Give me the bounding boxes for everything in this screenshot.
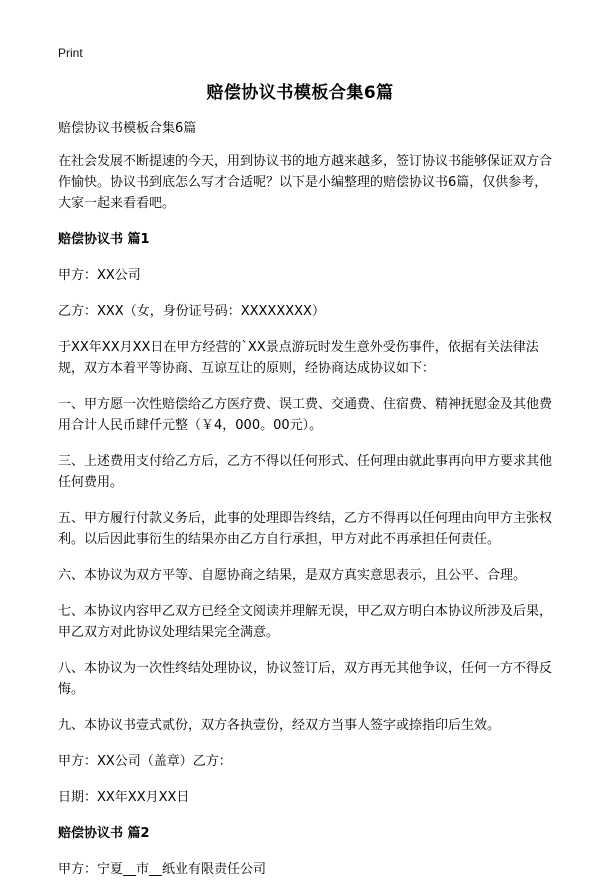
- document-subtitle: 赔偿协议书模板合集6篇: [58, 121, 197, 136]
- print-label: Print: [58, 46, 83, 60]
- section-heading-2: 赔偿协议书 篇2: [58, 826, 150, 841]
- clause-paragraph: 一、甲方愿一次性赔偿给乙方医疗费、误工费、交通费、住宿费、精神抚慰金及其他费用合计人民币肆仟元整（￥4，000。00元）。: [58, 397, 553, 433]
- clause-paragraph: 六、本协议为双方平等、自愿协商之结果，是双方真实意思表示，且公平、合理。: [58, 568, 527, 583]
- clause-paragraph: 九、本协议书壹式贰份，双方各执壹份，经双方当事人签字或捺指印后生效。: [58, 718, 501, 733]
- section-heading-1: 赔偿协议书 篇1: [58, 232, 150, 247]
- party-a-line: 甲方：宁夏__市__纸业有限责任公司: [58, 862, 267, 877]
- date-line: 日期：XX年XX月XX日: [58, 790, 190, 805]
- party-a-line: 甲方：XX公司: [58, 268, 141, 283]
- document-body: [58, 118, 552, 895]
- preamble-paragraph: 于XX年XX月XX日在甲方经营的`XX景点游玩时发生意外受伤事件，依据有关法律法规，双方本着平等协商、互谅互让的原则，经协商达成协议如下：: [58, 340, 539, 376]
- signature-line: 甲方：XX公司（盖章）乙方：: [58, 754, 232, 769]
- clause-paragraph: 八、本协议为一次性终结处理协议，协议签订后，双方再无其他争议，任何一方不得反悔。: [58, 661, 553, 697]
- party-b-line: 乙方：XXX（女，身份证号码：XXXXXXXX）: [58, 304, 325, 319]
- clause-paragraph: 七、本协议内容甲乙双方已经全文阅读并理解无误，甲乙双方明白本协议所涉及后果，甲乙双方对此协议处理结果完全满意。: [58, 604, 553, 640]
- clause-paragraph: 三、上述费用支付给乙方后，乙方不得以任何形式、任何理由就此事再向甲方要求其他任何费用。: [58, 454, 553, 490]
- document-title: 赔偿协议书模板合集6篇: [206, 83, 394, 103]
- clause-paragraph: 五、甲方履行付款义务后，此事的处理即告终结，乙方不得再以任何理由向甲方主张权利。以后因此事衍生的结果亦由乙方自行承担，甲方对此不再承担任何责任。: [58, 511, 553, 547]
- intro-paragraph: 在社会发展不断提速的今天，用到协议书的地方越来越多，签订协议书能够保证双方合作愉快。协议书到底怎么写才合适呢？以下是小编整理的赔偿协议书6篇，仅供参考，大家一起来看看吧。: [58, 154, 553, 211]
